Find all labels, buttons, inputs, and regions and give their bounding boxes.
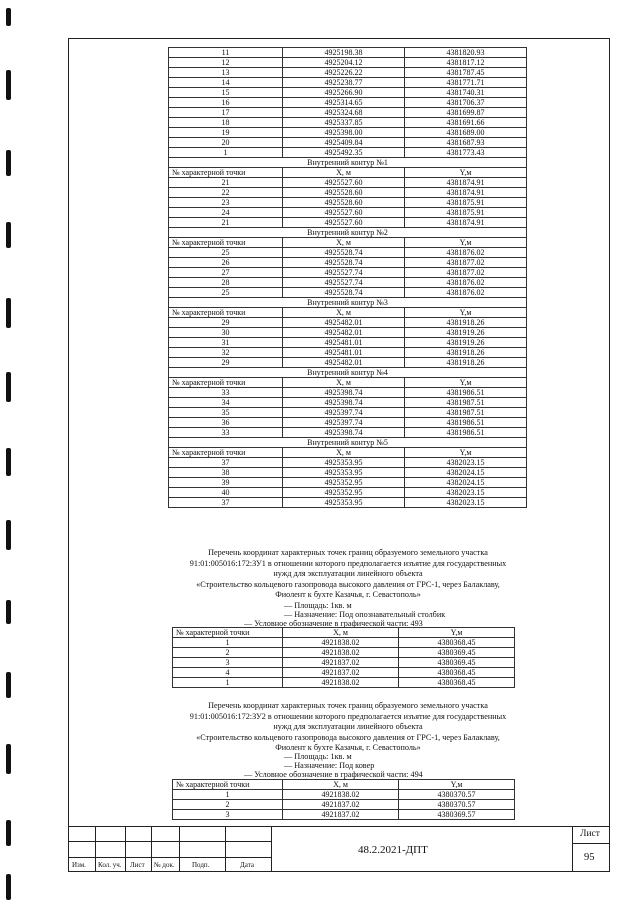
table-row [169,268,527,278]
caption-line: «Строительство кольцевого газопровода высокого давления от ГРС-1, через Балаклаву, [196,579,500,589]
table-cell: X, м [283,308,405,318]
table-cell: 21 [169,218,283,228]
table-cell: 4380370.57 [399,790,515,800]
table-cell: 4925353.95 [283,498,405,508]
table-cell: 4925409.84 [283,138,405,148]
table-row [169,318,527,328]
table-cell: 3 [173,810,283,820]
table-cell: 1 [169,148,283,158]
table-cell: 4921838.02 [283,638,399,648]
table-cell: 4381773.43 [405,148,527,158]
caption-line: Перечень координат характерных точек границ образуемого земельного участка [208,701,488,710]
contour-title: Внутренний контур №5 [169,438,527,448]
table-cell: 4381876.02 [405,278,527,288]
stamp-label-kol-uch: Кол. уч. [98,861,122,869]
table-cell: 4925492.35 [283,148,405,158]
table-cell: 4382024.15 [405,478,527,488]
stamp-label-doc-no: № док. [154,861,175,869]
section1-purpose: — Назначение: Под опознавательный столбик [284,610,446,619]
table-cell: 25 [169,248,283,258]
table-cell: 39 [169,478,283,488]
table-cell: Y,м [399,780,515,790]
table-cell: 4381771.71 [405,78,527,88]
table-cell: 40 [169,488,283,498]
table-cell: 4925528.74 [283,288,405,298]
table-cell: 26 [169,258,283,268]
table-row [169,348,527,358]
table-cell: 4382024.15 [405,468,527,478]
table-cell: 4925352.95 [283,478,405,488]
table-cell: 4381876.02 [405,288,527,298]
table-row [169,218,527,228]
table-cell: 4381817.12 [405,58,527,68]
table-cell: 4381874.91 [405,178,527,188]
table-row [173,790,515,800]
table-cell: Y,м [405,448,527,458]
table-row [169,338,527,348]
table-cell: 4925314.65 [283,98,405,108]
table-cell: № характерной точки [169,238,283,248]
table-cell: 4925528.60 [283,188,405,198]
table-row [169,498,527,508]
stamp-label-signature: Подп. [192,861,210,869]
table-cell: 4925481.01 [283,338,405,348]
table-header-row [169,168,527,178]
table-cell: 4925353.95 [283,458,405,468]
binding-mark [6,448,11,476]
table-cell: 18 [169,118,283,128]
table-cell: 4925398.74 [283,398,405,408]
table-cell: 4925398.74 [283,428,405,438]
table-cell: Y,м [405,238,527,248]
table-row [173,810,515,820]
table-cell: № характерной точки [169,448,283,458]
table-cell: 4380368.45 [399,668,515,678]
section2-caption [128,701,568,754]
stamp-label-izm: Изм. [72,861,86,869]
table-cell: 4381740.31 [405,88,527,98]
table-cell: 2 [173,648,283,658]
table-cell: 4381875.91 [405,208,527,218]
table-cell: 4921837.02 [283,668,399,678]
binding-mark [6,874,11,900]
table-cell: 4925266.90 [283,88,405,98]
table-cell: 29 [169,358,283,368]
table-header-row [173,628,515,638]
table-row [169,328,527,338]
table-cell: 4381918.26 [405,348,527,358]
table-cell: 20 [169,138,283,148]
table-cell: 2 [173,800,283,810]
table-row [169,418,527,428]
table-cell: 4925353.95 [283,468,405,478]
table-row [169,428,527,438]
table-row [169,58,527,68]
table-cell: № характерной точки [169,378,283,388]
table-row [169,478,527,488]
table-cell: 3 [173,658,283,668]
table-cell: 15 [169,88,283,98]
table-cell: 1 [173,790,283,800]
table-cell: 4925397.74 [283,408,405,418]
table-cell: X, м [283,628,399,638]
table-cell: 24 [169,208,283,218]
table-header-row [169,308,527,318]
table-cell: 4925198.38 [283,48,405,58]
binding-mark [6,70,11,100]
table-cell: 25 [169,288,283,298]
title-block [68,826,610,872]
table-row [169,458,527,468]
contour-title-row [169,158,527,168]
table-cell: 4921838.02 [283,678,399,688]
table-cell: 4381706.37 [405,98,527,108]
table-cell: 23 [169,198,283,208]
caption-line: Фиолент к бухте Казачья, г. Севастополь» [275,590,421,599]
table-cell: 4381874.91 [405,218,527,228]
binding-mark [6,8,11,26]
table-cell: X, м [283,378,405,388]
stamp-label-date: Дата [240,861,254,869]
section2-area: — Площадь: 1кв. м [284,752,352,761]
table-row [169,288,527,298]
coordinates-table-main [168,47,527,508]
table-row [169,258,527,268]
table-cell: 4925528.74 [283,258,405,268]
table-cell: X, м [283,780,399,790]
table-header-row [169,238,527,248]
table-row [169,178,527,188]
table-cell: 1 [173,678,283,688]
table-cell: 4382023.15 [405,498,527,508]
binding-mark [6,520,11,550]
sheet-label: Лист [580,829,600,839]
table-cell: 27 [169,268,283,278]
table-row [169,408,527,418]
table-cell: 4925398.74 [283,388,405,398]
table-row [169,88,527,98]
table-cell: 4921837.02 [283,658,399,668]
binding-mark [6,222,11,248]
section1-caption [128,548,568,601]
table-cell: 4381699.87 [405,108,527,118]
contour-title-row [169,438,527,448]
table-cell: 4381918.26 [405,358,527,368]
binding-mark [6,600,11,624]
table-row [169,48,527,58]
table-cell: 33 [169,428,283,438]
table-cell: 4380369.45 [399,658,515,668]
table-cell: Y,м [405,308,527,318]
table-cell: 4925324.68 [283,108,405,118]
table-cell: 4381877.02 [405,258,527,268]
table-cell: 21 [169,178,283,188]
table-cell: 4381687.93 [405,138,527,148]
table-row [169,198,527,208]
contour-title: Внутренний контур №4 [169,368,527,378]
table-cell: 4381691.66 [405,118,527,128]
table-cell: 4381689.00 [405,128,527,138]
table-cell: 4925397.74 [283,418,405,428]
table-cell: 4381986.51 [405,428,527,438]
table-row [169,188,527,198]
table-row [169,108,527,118]
contour-title: Внутренний контур №1 [169,158,527,168]
table-cell: 38 [169,468,283,478]
table-cell: X, м [283,168,405,178]
contour-title: Внутренний контур №3 [169,298,527,308]
caption-line: «Строительство кольцевого газопровода высокого давления от ГРС-1, через Балаклаву, [196,732,500,742]
stamp-label-list: Лист [130,861,145,869]
coordinates-table-zu2 [172,779,515,820]
table-cell: № характерной точки [173,780,283,790]
table-cell: 4925528.60 [283,198,405,208]
table-cell: 4381787.45 [405,68,527,78]
table-row [169,138,527,148]
table-cell: 4925204.12 [283,58,405,68]
table-row [169,398,527,408]
table-row [173,638,515,648]
table-cell: Y,м [405,378,527,388]
table-row [169,208,527,218]
table-cell: 4921837.02 [283,810,399,820]
table-cell: 4382023.15 [405,488,527,498]
table-cell: 4925238.77 [283,78,405,88]
table-cell: 37 [169,498,283,508]
caption-line: Перечень координат характерных точек границ образуемого земельного участка [208,548,488,557]
table-row [169,128,527,138]
table-header-row [173,780,515,790]
table-cell: 35 [169,408,283,418]
table-cell: 4925528.74 [283,248,405,258]
contour-title-row [169,298,527,308]
table-cell: 4925352.95 [283,488,405,498]
table-cell: 4381918.26 [405,318,527,328]
table-cell: 17 [169,108,283,118]
table-cell: 4381987.51 [405,398,527,408]
caption-line: Фиолент к бухте Казачья, г. Севастополь» [275,743,421,752]
table-row [173,678,515,688]
table-row [173,668,515,678]
table-cell: 29 [169,318,283,328]
table-cell: X, м [283,238,405,248]
section2-purpose: — Назначение: Под ковер [284,761,375,770]
table-cell: 14 [169,78,283,88]
table-row [169,118,527,128]
section1-legend: — Условное обозначение в графической части: 493 [244,619,423,628]
table-cell: 4381820.93 [405,48,527,58]
caption-line: 91:01:005016:172:ЗУ2 в отношении которого предполагается изъятие для государственных [189,711,507,721]
table-cell: 4380370.57 [399,800,515,810]
table-cell: 4925482.01 [283,328,405,338]
table-cell: 22 [169,188,283,198]
table-cell: 4925527.60 [283,218,405,228]
table-cell: 4381986.51 [405,388,527,398]
table-header-row [169,448,527,458]
table-cell: 1 [173,638,283,648]
section2-legend: — Условное обозначение в графической части: 494 [244,770,423,779]
table-cell: Y,м [399,628,515,638]
table-cell: № характерной точки [169,308,283,318]
table-row [169,488,527,498]
table-cell: 4925482.01 [283,358,405,368]
binding-mark [6,298,11,328]
binding-mark [6,150,11,176]
table-row [169,388,527,398]
table-cell: 4381874.91 [405,188,527,198]
table-cell: 4381919.26 [405,338,527,348]
table-cell: 4925337.85 [283,118,405,128]
table-cell: 19 [169,128,283,138]
table-cell: 4381876.02 [405,248,527,258]
table-cell: 4921837.02 [283,800,399,810]
caption-line: нужд для эксплуатации линейного объекта [273,722,423,731]
table-row [169,78,527,88]
binding-mark [6,744,11,774]
table-cell: 4925527.74 [283,278,405,288]
table-row [173,648,515,658]
table-cell: 36 [169,418,283,428]
table-cell: 11 [169,48,283,58]
table-cell: 4921838.02 [283,648,399,658]
contour-title-row [169,228,527,238]
table-cell: X, м [283,448,405,458]
table-row [169,68,527,78]
binding-mark [6,672,11,698]
table-cell: 4381986.51 [405,418,527,428]
table-cell: 30 [169,328,283,338]
table-row [173,800,515,810]
table-cell: 4380368.45 [399,678,515,688]
table-cell: 12 [169,58,283,68]
table-cell: Y,м [405,168,527,178]
table-row [169,248,527,258]
table-cell: 32 [169,348,283,358]
table-cell: № характерной точки [169,168,283,178]
table-cell: 4381987.51 [405,408,527,418]
contour-title: Внутренний контур №2 [169,228,527,238]
caption-line: 91:01:005016:172:ЗУ1 в отношении которого предполагается изъятие для государственных [189,558,507,568]
table-cell: 4925527.60 [283,208,405,218]
table-cell: 37 [169,458,283,468]
table-cell: 31 [169,338,283,348]
contour-title-row [169,368,527,378]
table-cell: 4925527.74 [283,268,405,278]
table-header-row [169,378,527,388]
table-cell: 4381877.02 [405,268,527,278]
table-cell: 4380369.45 [399,648,515,658]
table-row [169,468,527,478]
binding-mark [6,372,11,402]
table-cell: 4 [173,668,283,678]
table-row [173,658,515,668]
table-cell: 4380369.57 [399,810,515,820]
table-cell: 4925527.60 [283,178,405,188]
table-cell: 4380368.45 [399,638,515,648]
sheet-number: 95 [584,852,595,863]
table-cell: 33 [169,388,283,398]
table-row [169,358,527,368]
caption-line: нужд для эксплуатации линейного объекта [273,569,423,578]
table-cell: 4381919.26 [405,328,527,338]
table-row [169,278,527,288]
table-cell: 4382023.15 [405,458,527,468]
table-cell: 4925481.01 [283,348,405,358]
table-row [169,148,527,158]
table-cell: 13 [169,68,283,78]
table-cell: № характерной точки [173,628,283,638]
table-cell: 16 [169,98,283,108]
table-cell: 4921838.02 [283,790,399,800]
table-row [169,98,527,108]
table-cell: 4925398.00 [283,128,405,138]
table-cell: 4925482.01 [283,318,405,328]
section1-area: — Площадь: 1кв. м [284,601,352,610]
table-cell: 4925226.22 [283,68,405,78]
document-code: 48.2.2021-ДПТ [358,844,428,856]
table-cell: 28 [169,278,283,288]
table-cell: 4381875.91 [405,198,527,208]
coordinates-table-zu1 [172,627,515,688]
table-cell: 34 [169,398,283,408]
binding-mark [6,820,11,846]
